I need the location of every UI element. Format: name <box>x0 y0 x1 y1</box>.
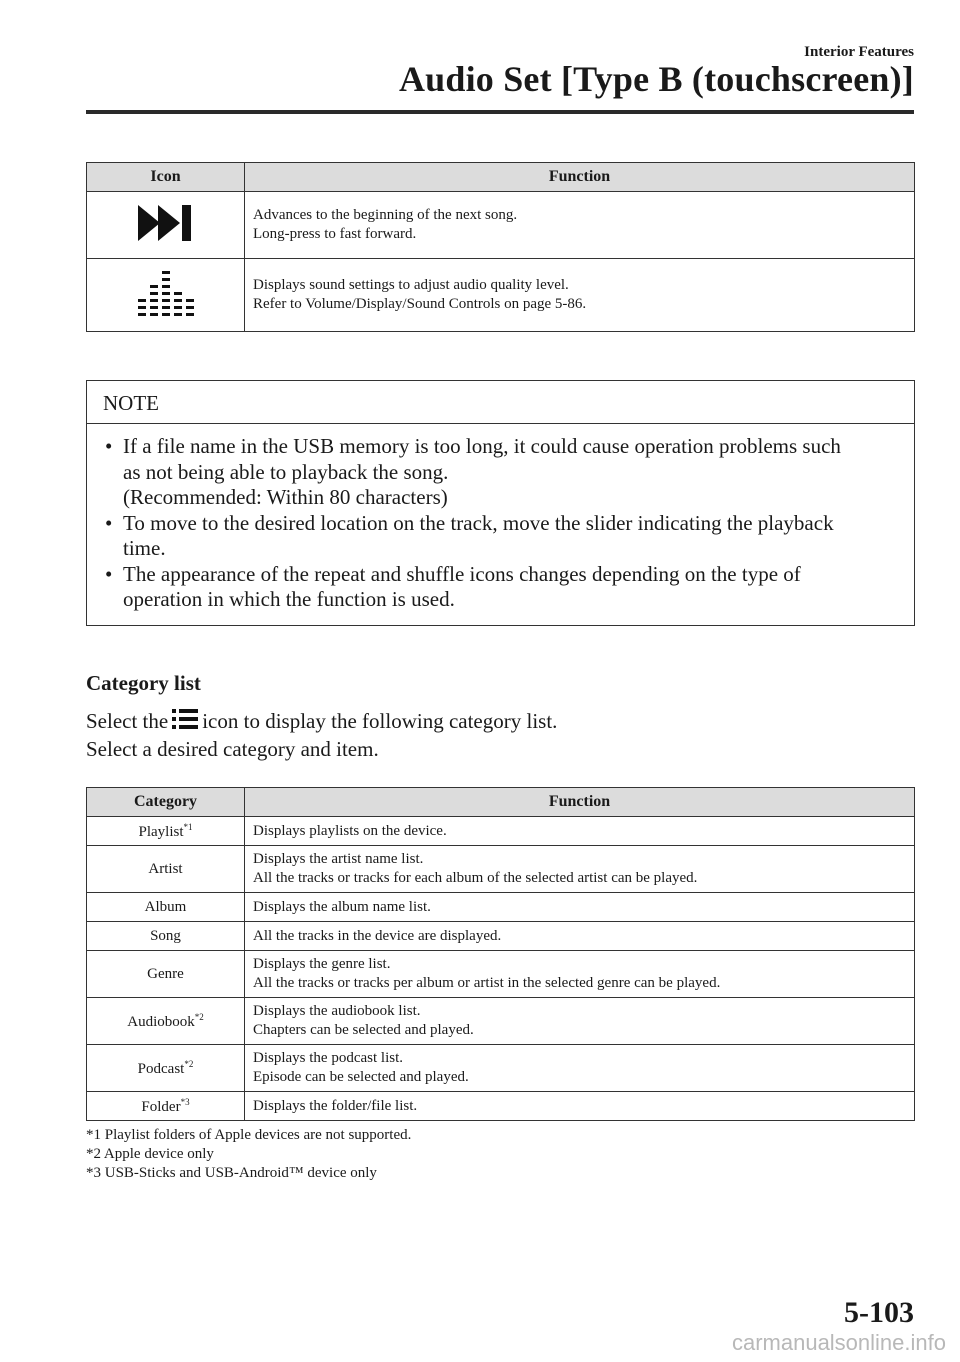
footnote: *3 USB-Sticks and USB-Android™ device only <box>86 1165 377 1181</box>
icon-cell <box>87 259 245 332</box>
function-column-header: Function <box>245 163 915 192</box>
table-row <box>87 1045 915 1092</box>
function-cell: Displays sound settings to adjust audio quality level. Refer to Volume/Display/Sound Controls on page 5-86. <box>245 259 915 332</box>
function-cell: Displays the artist name list. All the tracks or tracks for each album of the selected artist can be played. <box>245 846 915 893</box>
table-row <box>87 998 915 1045</box>
next-track-icon <box>134 203 198 243</box>
note-title: NOTE <box>87 381 914 424</box>
category-cell: Song <box>87 922 245 951</box>
table-row <box>87 951 915 998</box>
category-cell: Audiobook$^{*2}$ <box>87 998 245 1045</box>
function-cell: Displays the podcast list. Episode can be selected and played. <box>245 1045 915 1092</box>
list-icon <box>172 708 198 736</box>
table-row <box>87 817 915 846</box>
category-cell: Album <box>87 893 245 922</box>
table-row <box>87 192 915 259</box>
category-intro: Select the icon to display the following category list. Select a desired category and item. <box>86 709 558 761</box>
sound-settings-icon <box>138 269 194 317</box>
table-row <box>87 1092 915 1121</box>
icon-function-table <box>86 162 915 332</box>
table-row <box>87 893 915 922</box>
table-row <box>87 259 915 332</box>
bullet-icon: • <box>105 510 113 535</box>
category-cell: Folder$^{*3}$ <box>87 1092 245 1121</box>
category-cell: Podcast$^{*2}$ <box>87 1045 245 1092</box>
page-title: Audio Set [Type B (touchscreen)] <box>398 59 914 99</box>
note-list <box>87 424 914 613</box>
section-label: Interior Features <box>804 44 914 60</box>
function-cell: Displays the folder/file list. <box>245 1092 915 1121</box>
header-rule <box>86 110 914 114</box>
list-item: • The appearance of the repeat and shuffle icons changes depending on the type of operation in which the function is used. <box>105 561 801 611</box>
watermark: carmanualsonline.info <box>731 1330 946 1355</box>
function-cell: Displays the album name list. <box>245 893 915 922</box>
category-cell: Artist <box>87 846 245 893</box>
page-number: 5-103 <box>844 1296 914 1329</box>
category-table <box>86 787 915 1121</box>
function-column-header: Function <box>245 788 915 817</box>
icon-column-header: Icon <box>87 163 245 192</box>
category-cell: Genre <box>87 951 245 998</box>
function-cell: Displays playlists on the device. <box>245 817 915 846</box>
list-item: • To move to the desired location on the track, move the slider indicating the playback time. <box>105 510 834 560</box>
table-row <box>87 922 915 951</box>
function-cell: Advances to the beginning of the next song. Long-press to fast forward. <box>245 192 915 259</box>
function-cell: Displays the genre list. All the tracks or tracks per album or artist in the selected genre can be played. <box>245 951 915 998</box>
note-box <box>86 380 915 626</box>
category-column-header: Category <box>87 788 245 817</box>
table-row <box>87 846 915 893</box>
footnote: *1 Playlist folders of Apple devices are not supported. <box>86 1127 412 1143</box>
icon-cell <box>87 192 245 259</box>
bullet-icon: • <box>105 434 113 458</box>
list-item: • If a file name in the USB memory is too long, it could cause operation problems such as not being able to playback the song. (Recommended: Within 80 characters) <box>105 434 841 509</box>
footnote: *2 Apple device only <box>86 1146 214 1162</box>
function-cell: All the tracks in the device are displayed. <box>245 922 915 951</box>
category-heading: Category list <box>86 671 201 695</box>
category-cell: Playlist$^{*1}$ <box>87 817 245 846</box>
function-cell: Displays the audiobook list. Chapters can be selected and played. <box>245 998 915 1045</box>
bullet-icon: • <box>105 561 113 586</box>
footnotes <box>86 1126 411 1183</box>
